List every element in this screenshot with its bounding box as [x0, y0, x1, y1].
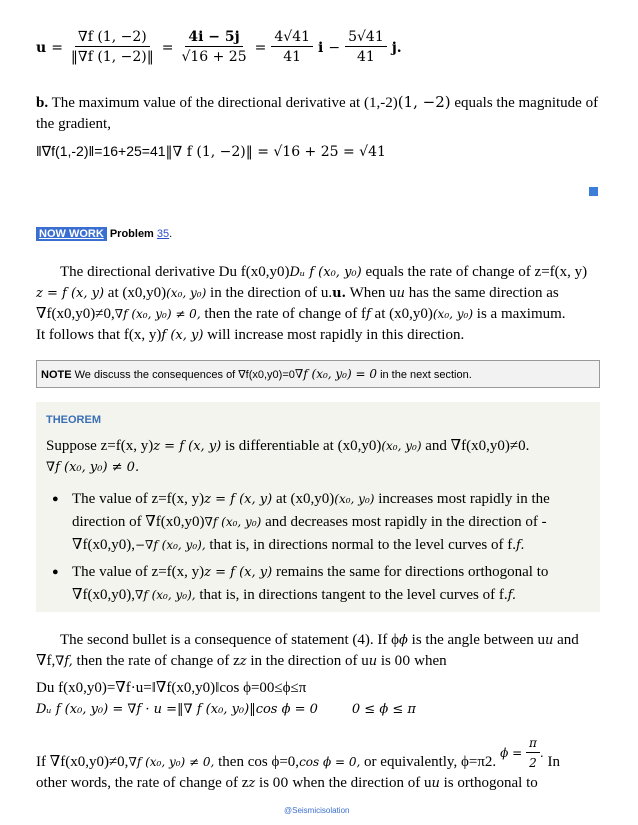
p2-math: ∇f (x₀, y₀) ≠ 0,: [128, 755, 215, 769]
p2-text: In: [547, 754, 560, 770]
theorem-title: THEOREM: [46, 414, 101, 426]
problem-label: Problem: [109, 228, 154, 240]
theorem-bullet-1: [46, 488, 592, 557]
p2-text: If ∇f(x0,y0)≠0,: [36, 754, 129, 770]
fraction-3: $\frac{4√41}{41}$: [271, 28, 313, 67]
p2-math: 0: [280, 776, 289, 791]
second-bullet-paragraph: [36, 630, 606, 794]
p2-text: then the rate of change of z: [76, 653, 240, 669]
bullet-math: ∇f (x₀, y₀),: [134, 588, 196, 602]
note-math: ∇f (x₀, y₀) = 0: [294, 367, 377, 381]
note-text: We discuss the consequences of ∇f(x0,y0)=0: [74, 369, 295, 381]
part-b-text-2: equals the magnitude of: [454, 95, 599, 111]
watermark: @Seismicisolation: [284, 806, 350, 815]
part-b-paragraph: [36, 92, 606, 135]
p2-text: is orthogonal to: [443, 775, 538, 791]
p1-text: is a maximum.: [476, 306, 566, 322]
bullet-text: that is, in directions normal to the level curves of f.: [209, 537, 516, 553]
p1-math: (x₀, y₀): [432, 307, 474, 321]
p2-math: 2: [529, 756, 537, 770]
p1-text: When u: [349, 285, 397, 301]
gradient-magnitude-line: [36, 141, 386, 163]
p2-math: z: [248, 776, 256, 791]
bullet-text: increases most rapidly in the: [378, 491, 550, 507]
fraction-4: $\frac{5√41}{41}$: [345, 28, 387, 67]
bullet-text: remains the same for directions orthogonal to: [275, 564, 549, 580]
theorem-text: and ∇f(x0,y0)≠0.: [425, 438, 530, 454]
bullet-text: The value of z=f(x, y): [72, 491, 205, 507]
p2-math: u: [544, 633, 554, 648]
p2-text: is the angle between u: [411, 632, 545, 648]
p1-text: It follows that f(x, y): [36, 327, 162, 343]
p2-text: when: [414, 653, 447, 669]
note-box: [36, 360, 600, 388]
p1-text: will increase most rapidly in this direction.: [207, 327, 465, 343]
bullet-text: The value of z=f(x, y): [72, 564, 205, 580]
now-work-line: [36, 228, 172, 240]
bullet-math: (x₀, y₀): [334, 492, 375, 506]
theorem-box: [36, 402, 600, 612]
p1-text: equals the rate of change of z=f(x, y): [365, 264, 588, 280]
p2-math: ϕ =: [500, 746, 523, 760]
bullet-math: z = f (x, y): [204, 492, 273, 507]
p2-math: .: [539, 746, 544, 760]
p2-math: u: [431, 776, 440, 791]
bullet-math: z = f (x, y): [204, 565, 273, 580]
p1-text: at (x0,y0): [374, 306, 433, 322]
p1-math: f (x, y): [161, 328, 204, 343]
end-of-example-marker: [589, 187, 598, 196]
note-label: NOTE: [41, 369, 72, 381]
theorem-math: (x₀, y₀): [381, 439, 422, 453]
bullet-math: −∇f (x₀, y₀),: [134, 538, 206, 552]
p2-text: is 0: [259, 775, 281, 791]
p1-text: ∇f(x0,y0)≠0,: [36, 306, 115, 322]
now-work-badge: NOW WORK: [36, 227, 107, 241]
directional-derivative-paragraph: [36, 262, 606, 346]
p1-math: ∇f (x₀, y₀) ≠ 0,: [114, 307, 201, 321]
p1-text: The directional derivative Du f(x0,y0): [60, 264, 290, 280]
p1-math: Dᵤ f (x₀, y₀): [289, 265, 362, 280]
p2-text: is 0: [380, 653, 403, 669]
formula-lhs: u: [36, 39, 47, 56]
theorem-bullets: [46, 488, 592, 607]
theorem-math: z = f (x, y): [153, 439, 222, 454]
p2-inline-equation-text: Du f(x0,y0)=∇f·u=‖∇f(x0,y0)‖cos ϕ=00≤ϕ≤π: [36, 680, 307, 696]
vector-j: j.: [391, 39, 402, 56]
vector-i: i: [318, 39, 324, 56]
p1-math: u: [396, 286, 406, 301]
p2-math: ∇f,: [55, 654, 73, 669]
gradient-text: ‖∇f(1,-2)‖=16+25=41: [36, 143, 166, 159]
part-b-math: (1, −2): [397, 93, 451, 111]
theorem-text: is differentiable at (x0,y0): [225, 438, 382, 454]
theorem-math: ∇f (x₀, y₀) ≠ 0.: [46, 460, 140, 475]
bullet-text: and decreases most rapidly in the direction of -: [265, 514, 547, 530]
p1-math: u.: [332, 286, 347, 301]
unit-vector-formula: u = $\frac{\nabla f (1, -2)}{‖\nabla f (1, -2)‖}$ = $\frac{4i - 5j}{√16 + 25}$ = $\frac{4√41}{41}$ i − $\frac{5√41}{41}$ j.: [36, 29, 402, 65]
p2-text: The second bullet is a consequence of statement (4). If ϕ: [60, 632, 400, 648]
note-text-2: in the next section.: [380, 369, 472, 381]
p1-math: f: [365, 307, 371, 322]
p2-math: cos ϕ = 0,: [299, 755, 361, 769]
bullet-math: f.: [515, 538, 525, 553]
theorem-text: Suppose z=f(x, y): [46, 438, 154, 454]
part-b-text: The maximum value of the directional derivative at (1,-2): [51, 95, 398, 111]
p2-text: and: [557, 632, 579, 648]
p1-text: has the same direction as: [408, 285, 559, 301]
p2-text: or equivalently, ϕ=π2.: [364, 754, 497, 770]
fraction-1: $\frac{\nabla f (1, -2)}{‖\nabla f (1, -2)‖}$: [70, 29, 154, 65]
p2-math: 0: [402, 654, 411, 669]
p2-text: other words, the rate of change of z: [36, 775, 249, 791]
bullet-math: f.: [507, 588, 517, 603]
part-b-label: b.: [36, 95, 49, 111]
gradient-math: ‖∇ f (1, −2)‖ = √16 + 25 = √41: [165, 144, 386, 160]
p2-math: 0 ≤ ϕ ≤ π: [351, 702, 416, 717]
p2-math: z: [239, 654, 247, 669]
bullet-text: ∇f(x0,y0),: [72, 587, 135, 603]
bullet-text: ∇f(x0,y0),: [72, 537, 135, 553]
p2-math: ϕ: [399, 633, 408, 648]
bullet-math: ∇f (x₀, y₀): [204, 515, 262, 529]
p1-text: at (x0,y0): [107, 285, 167, 301]
p1-text: in the direction of u.: [210, 285, 333, 301]
p2-phi-fraction: [500, 734, 544, 773]
p2-display-equation: [36, 699, 606, 720]
p2-math: π: [526, 734, 540, 753]
bullet-text: that is, in directions tangent to the level curves of f.: [199, 587, 508, 603]
part-b-line-2: the gradient,: [36, 116, 111, 132]
fraction-2: $\frac{4i - 5j}{√16 + 25}$: [181, 29, 247, 65]
p2-math: Dᵤ f (x₀, y₀) = ∇f · u =‖∇ f (x₀, y₀)‖cos ϕ = 0: [36, 702, 318, 717]
p1-math: z = f (x, y): [36, 286, 105, 301]
problem-link[interactable]: 35: [156, 228, 170, 240]
p1-text: then the rate of change of f: [204, 306, 366, 322]
p1-math: (x₀, y₀): [166, 286, 207, 300]
theorem-bullet-2: [46, 561, 592, 607]
p2-text: then cos ϕ=0,: [218, 754, 300, 770]
now-work-period: .: [169, 228, 173, 240]
theorem-statement: [46, 436, 592, 478]
p2-text: when the direction of u: [292, 775, 432, 791]
p2-math: u: [368, 654, 378, 669]
p2-text: ∇f,: [36, 653, 56, 669]
bullet-text: direction of ∇f(x0,y0): [72, 514, 205, 530]
bullet-text: at (x0,y0): [275, 491, 335, 507]
p2-text: in the direction of u: [250, 653, 369, 669]
